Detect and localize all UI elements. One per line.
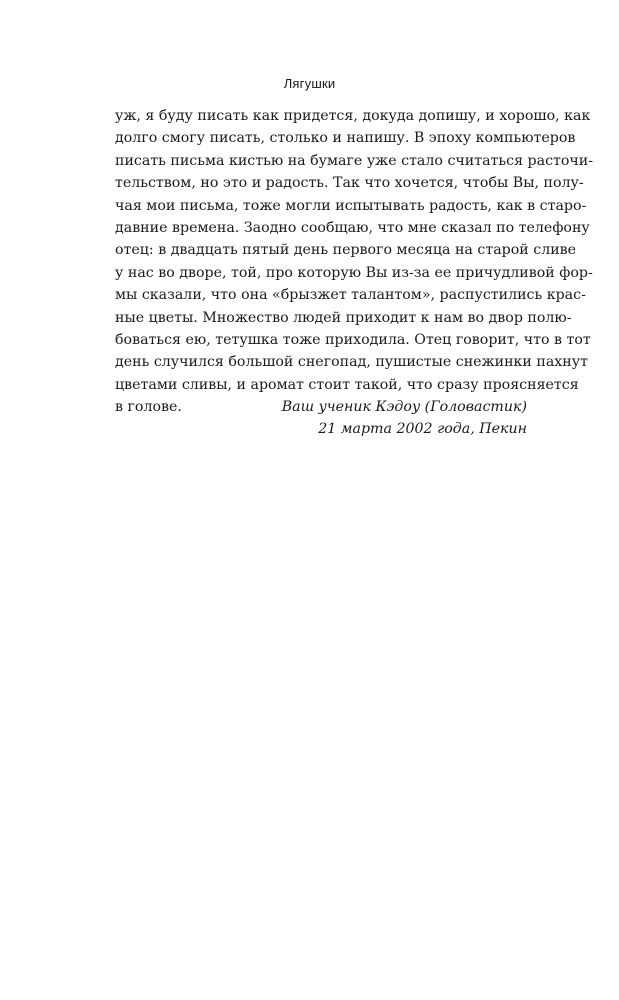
text-line: чая мои письма, тоже могли испытывать радость, как в старо- [115,197,587,214]
running-head: Лягушки [283,76,336,91]
text-line: тельством, но это и радость. Так что хочется, чтобы Вы, полу- [115,175,584,192]
text-line: отец: в двадцать пятый день первого месяца на старой сливе [115,242,577,259]
text-line-last: в голове. [115,399,182,416]
text-line: цветами сливы, и аромат стоит такой, что сразу проясняется [115,376,579,393]
text-line: у нас во дворе, той, про которую Вы из-за ее причудливой фор- [115,264,593,281]
letter-body [115,105,594,418]
signature-author: Ваш ученик Кэдоу (Головастик) [281,399,527,415]
signature-block [115,397,527,440]
text-line: писать письма кистью на бумаге уже стало считаться расточи- [115,152,594,169]
signature-date-place: 21 марта 2002 года, Пекин [318,420,527,437]
text-line: день случился большой снегопад, пушистые снежинки пахнут [115,354,588,371]
text-line: долго смогу писать, столько и напишу. В эпоху компьютеров [115,130,576,147]
text-line: мы сказали, что она «брызжет талантом», распустились крас- [115,287,586,304]
text-line: боваться ею, тетушка тоже приходила. Отец говорит, что в тот [115,331,591,348]
text-line: давние времена. Заодно сообщаю, что мне сказал по телефону [115,219,590,236]
text-line: ные цветы. Множество людей приходит к нам во двор полю- [115,309,572,326]
text-line: уж, я буду писать как придется, докуда допишу, и хорошо, как [115,108,591,124]
